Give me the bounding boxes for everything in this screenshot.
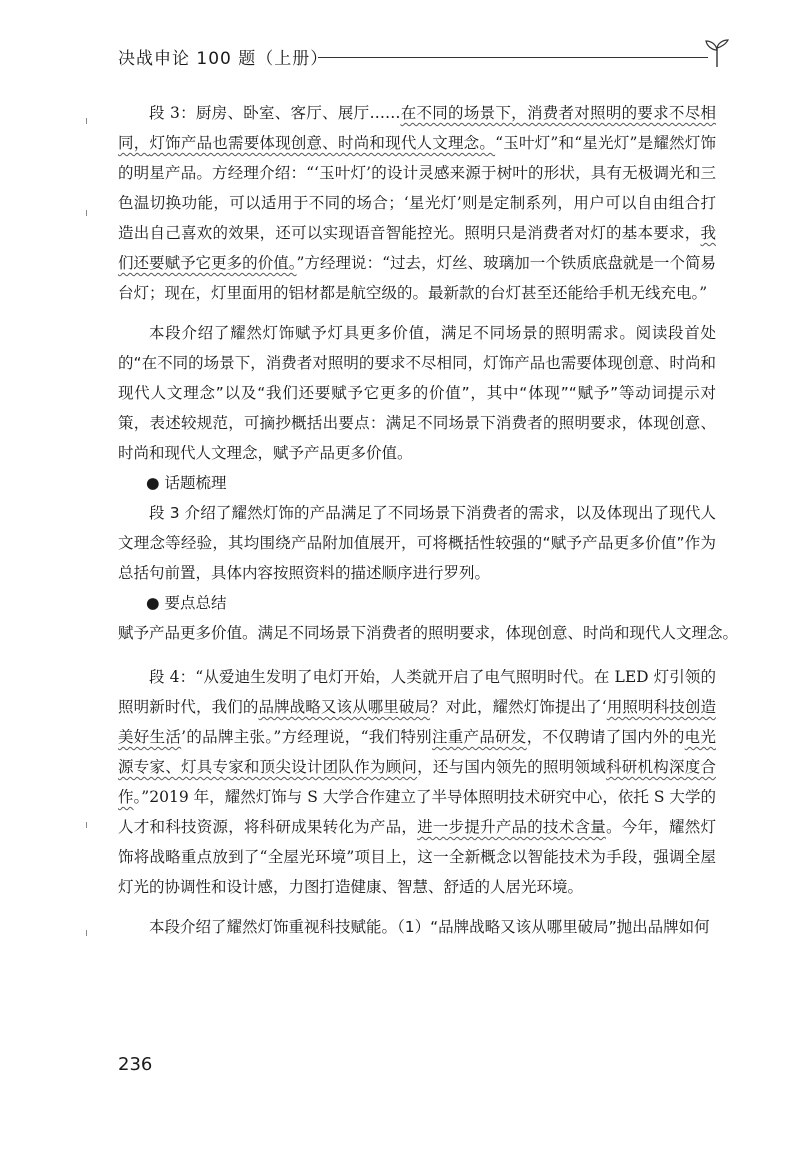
page-content	[118, 98, 739, 942]
underlined-phrase: 品牌战略又该从哪里破局	[258, 698, 431, 716]
underlined-phrase: 电光源专家、灯具专家和顶尖设计团队作为顾问	[118, 728, 716, 776]
running-header	[118, 38, 730, 68]
paragraph-label: 段 3：	[149, 104, 196, 122]
source-text: ’的品牌主张。”方经理说，“我们特别	[181, 728, 432, 746]
sprout-icon	[704, 38, 730, 68]
underlined-phrase: 科研机构深度合作	[118, 758, 716, 806]
summary-heading: ● 要点总结	[146, 594, 227, 612]
margin-mark	[86, 118, 87, 124]
header-rule	[318, 57, 708, 58]
margin-mark	[86, 822, 87, 828]
page-number: 236	[118, 1054, 153, 1075]
source-text: ？对此，耀然灯饰提出了‘	[430, 698, 607, 716]
underlined-phrase: 用照明科技创造美好生活	[118, 698, 716, 746]
source-text: 厨房、卧室、客厅、展厅……	[195, 104, 401, 122]
source-text: 。”2019 年，耀然灯饰与 S 大学合作建立了半导体照明技术研究中心，依托 S 大学的人才和科技资源，将科研成果转化为产品，	[118, 788, 716, 836]
underlined-phrase: 我们还要赋予它更多的价值。	[118, 224, 716, 272]
underlined-phrase: 时尚和现代人文理念。	[337, 134, 496, 152]
source-text: 。今年，耀然灯饰将战略重点放到了“全屋光环境”项目上，这一全新概念以智能技术为手段，强调全屋灯光的协调性和设计感，力图打造健康、智慧、舒适的人居光环境。	[118, 818, 716, 896]
underlined-phrase: 进一步提升产品的技术含量	[417, 818, 607, 836]
source-text: ”方经理说：“过去，灯丝、玻璃加一个铁质底盘就是一个简易台灯；现在，灯里面用的铝材都是航空级的。最新款的台灯甚至还能给手机无线充电。”	[118, 254, 716, 302]
analysis-paragraph-4: 本段介绍了耀然灯饰重视科技赋能。（1）“品牌战略又该从哪里破局”抛出品牌如何	[149, 918, 710, 936]
source-text: “玉叶灯”和“星光灯”是耀然灯饰的明星产品。方经理介绍：“‘玉叶灯’的设计灵感来源于树叶的形状，具有无极调光和三色温切换功能，可以适用于不同的场合；‘星光灯’则是定制系列，用户可以自由组合打造出自己喜欢的效果，还可以实现语音智能控光。照明只是消费者对灯的基本要求，	[118, 134, 716, 242]
underlined-phrase: 在不同的场景下，	[400, 104, 527, 122]
margin-mark	[86, 210, 87, 216]
underlined-phrase: 灯饰产品也需要体现创意、	[149, 134, 338, 152]
source-text: 段 4：“从爱迪生发明了电灯开始，人类就开启了电气照明时代。在 LED 灯引领的照明新时代，我们的	[118, 668, 716, 716]
underlined-phrase: 消费者对照明的要求不尽相同，	[118, 104, 716, 152]
book-title: 决战申论 100 题（上册）	[118, 49, 329, 69]
source-text: ，还与国内领先的照明领域	[417, 758, 607, 776]
underlined-phrase: 注重产品研发	[431, 728, 527, 746]
source-text: ，不仅聘请了国内外的	[526, 728, 685, 746]
analysis-paragraph-3: 本段介绍了耀然灯饰赋予灯具更多价值，满足不同场景的照明需求。阅读段首处的“在不同的场景下，消费者对照明的要求不尽相同，灯饰产品也需要体现创意、时尚和现代人文理念”以及“我们还要赋予它更多的价值”，其中“体现”“赋予”等动词提示对策，表述较规范，可摘抄概括出要点：满足不同场景下消费者的照明要求，体现创意、时尚和现代人文理念，赋予产品更多价值。	[118, 324, 716, 462]
source-paragraph-3	[118, 98, 716, 308]
topic-heading: ● 话题梳理	[146, 474, 227, 492]
summary-paragraph: 赋予产品更多价值。满足不同场景下消费者的照明要求，体现创意、时尚和现代人文理念。	[118, 624, 739, 642]
source-paragraph-4	[118, 662, 716, 902]
topic-paragraph: 段 3 介绍了耀然灯饰的产品满足了不同场景下消费者的需求，以及体现出了现代人文理念等经验，其均围绕产品附加值展开，可将概括性较强的“赋予产品更多价值”作为总括句前置，具体内容按照资料的描述顺序进行罗列。	[118, 504, 716, 582]
margin-mark	[86, 930, 87, 936]
